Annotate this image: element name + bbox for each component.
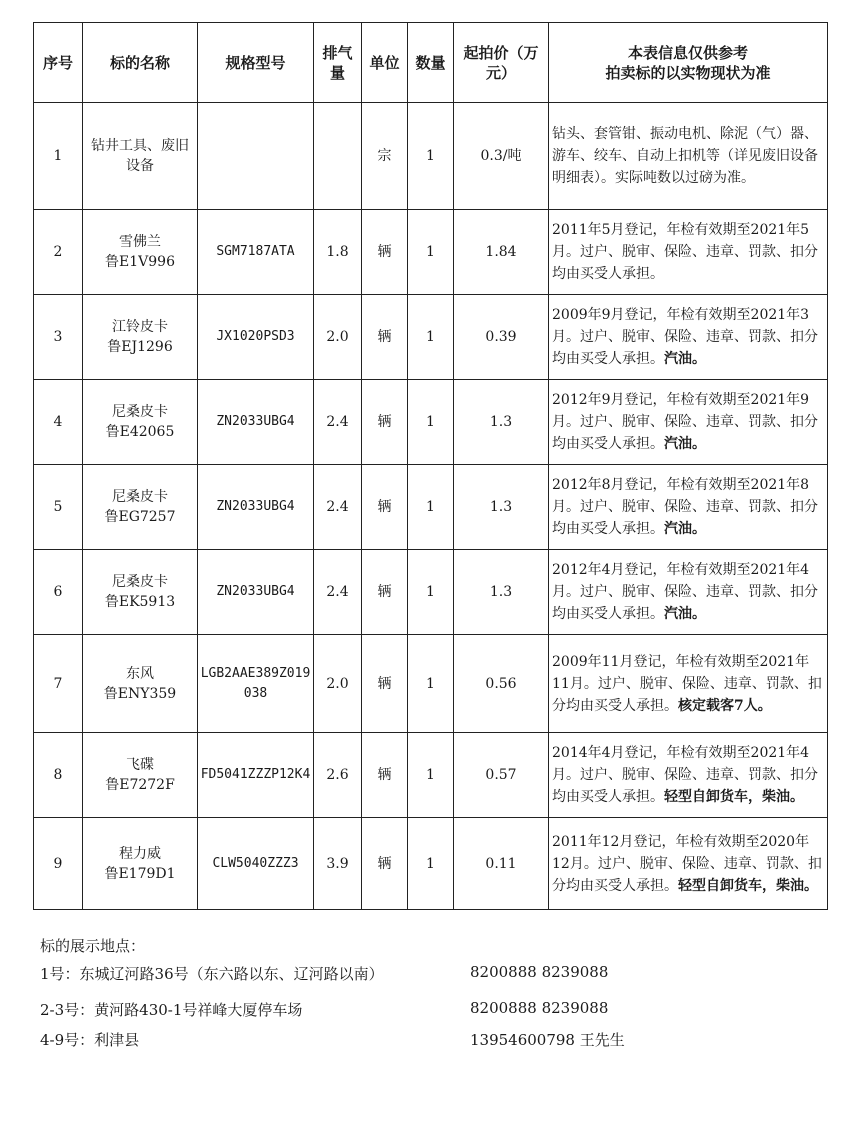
cell-name-line1: 尼桑皮卡	[112, 574, 168, 590]
cell-name	[83, 210, 198, 295]
cell-unit: 辆	[362, 465, 408, 550]
cell-model: CLW5040ZZZ3	[198, 818, 314, 910]
cell-name-line2: 鲁EJ1296	[107, 339, 173, 355]
cell-name-line2: 鲁E179D1	[104, 865, 176, 882]
cell-note-bold: 汽油。	[664, 351, 706, 367]
cell-seq: 4	[34, 380, 83, 465]
cell-unit: 辆	[362, 380, 408, 465]
location-row	[40, 999, 302, 1020]
location-row	[40, 1029, 139, 1050]
cell-price: 0.56	[454, 635, 549, 733]
cell-seq: 3	[34, 295, 83, 380]
table-row	[34, 103, 828, 210]
cell-displacement	[314, 103, 362, 210]
header-note-line2: 拍卖标的以实物现状为准	[605, 63, 771, 82]
cell-note	[549, 818, 828, 910]
cell-displacement: 2.4	[314, 380, 362, 465]
cell-name-line1: 东风	[126, 665, 154, 682]
header-qty: 数量	[408, 23, 454, 103]
cell-price: 0.3/吨	[454, 103, 549, 210]
cell-name	[83, 635, 198, 733]
header-price: 起拍价（万元）	[454, 23, 549, 103]
header-seq: 序号	[34, 23, 83, 103]
cell-name-line1: 尼桑皮卡	[112, 404, 168, 420]
cell-unit: 宗	[362, 103, 408, 210]
cell-seq: 1	[34, 103, 83, 210]
cell-name-line2: 设备	[126, 158, 154, 174]
location-phone: 13954600798 王先生	[470, 1031, 625, 1049]
cell-note	[549, 295, 828, 380]
cell-name	[83, 465, 198, 550]
cell-name-line2: 鲁ENY359	[103, 685, 177, 702]
cell-seq: 7	[34, 635, 83, 733]
cell-note-text: 2009年9月登记，年检有效期至2021年3月。过户、脱审、保险、违章、罚款、扣分均由买受人承担。	[552, 307, 818, 367]
cell-note	[549, 465, 828, 550]
cell-displacement: 3.9	[314, 818, 362, 910]
cell-name-line1: 钻井工具、废旧	[91, 138, 189, 154]
header-note-line1: 本表信息仅供参考	[627, 43, 748, 62]
cell-qty: 1	[408, 550, 454, 635]
cell-displacement: 2.6	[314, 733, 362, 818]
cell-model: ZN2033UBG4	[198, 380, 314, 465]
cell-name	[83, 295, 198, 380]
cell-note-text: 2011年12月登记，年检有效期至2020年12月。过户、脱审、保险、违章、罚款、扣分均由买受人承担。	[552, 833, 822, 894]
cell-model: ZN2033UBG4	[198, 465, 314, 550]
cell-price: 1.3	[454, 380, 549, 465]
table-row	[34, 210, 828, 295]
cell-seq: 8	[34, 733, 83, 818]
cell-price: 0.57	[454, 733, 549, 818]
cell-name-line1: 程力威	[119, 845, 161, 862]
cell-qty: 1	[408, 103, 454, 210]
cell-name	[83, 818, 198, 910]
location-label: 2-3号：黄河路430-1号祥峰大厦停车场	[40, 1001, 303, 1019]
header-displacement: 排气量	[314, 23, 362, 103]
cell-displacement: 2.4	[314, 550, 362, 635]
cell-unit: 辆	[362, 733, 408, 818]
cell-note-bold: 汽油。	[664, 606, 706, 622]
cell-name	[83, 103, 198, 210]
cell-note-text: 钻头、套管钳、振动电机、除泥（气）器、游车、绞车、自动上扣机等（详见废旧设备明细表）。实际吨数以过磅为准。	[552, 126, 818, 186]
table-header-row	[34, 23, 828, 103]
header-model: 规格型号	[198, 23, 314, 103]
cell-seq: 5	[34, 465, 83, 550]
location-label: 1号：东城辽河路36号（东六路以东、辽河路以南）	[40, 965, 384, 983]
location-row	[40, 963, 384, 984]
location-phone: 8200888 8239088	[470, 963, 609, 981]
cell-note-text: 2009年11月登记，年检有效期至2021年11月。过户、脱审、保险、违章、罚款、扣分均由买受人承担。	[552, 653, 822, 714]
cell-note-bold: 轻型自卸货车，柴油。	[678, 877, 818, 894]
cell-unit: 辆	[362, 635, 408, 733]
cell-displacement: 1.8	[314, 210, 362, 295]
cell-note	[549, 380, 828, 465]
cell-note-bold: 汽油。	[664, 436, 706, 452]
cell-note	[549, 210, 828, 295]
table-row	[34, 380, 828, 465]
cell-displacement: 2.0	[314, 295, 362, 380]
cell-name-line2: 鲁EK5913	[104, 594, 176, 610]
cell-name	[83, 550, 198, 635]
cell-model: SGM7187ATA	[198, 210, 314, 295]
cell-note-text: 2012年4月登记，年检有效期至2021年4月。过户、脱审、保险、违章、罚款、扣分均由买受人承担。	[552, 562, 818, 622]
cell-qty: 1	[408, 465, 454, 550]
cell-note-text: 2014年4月登记，年检有效期至2021年4月。过户、脱审、保险、违章、罚款、扣分均由买受人承担。	[552, 745, 818, 805]
cell-qty: 1	[408, 818, 454, 910]
auction-table	[33, 22, 828, 910]
cell-qty: 1	[408, 210, 454, 295]
cell-name-line2: 鲁E7272F	[105, 777, 175, 793]
cell-model: ZN2033UBG4	[198, 550, 314, 635]
cell-name	[83, 733, 198, 818]
cell-note	[549, 550, 828, 635]
cell-price: 1.84	[454, 210, 549, 295]
header-name: 标的名称	[83, 23, 198, 103]
cell-name-line1: 江铃皮卡	[112, 319, 168, 335]
table-row	[34, 733, 828, 818]
cell-qty: 1	[408, 635, 454, 733]
table-row	[34, 635, 828, 733]
cell-unit: 辆	[362, 818, 408, 910]
cell-name-line1: 飞碟	[126, 757, 154, 773]
locations-title: 标的展示地点：	[40, 937, 146, 955]
location-phone: 8200888 8239088	[470, 999, 609, 1017]
cell-name-line1: 雪佛兰	[119, 234, 161, 250]
table-row	[34, 295, 828, 380]
cell-note	[549, 635, 828, 733]
location-label: 4-9号：利津县	[40, 1031, 140, 1049]
cell-seq: 6	[34, 550, 83, 635]
cell-displacement: 2.4	[314, 465, 362, 550]
cell-unit: 辆	[362, 550, 408, 635]
cell-name	[83, 380, 198, 465]
cell-note	[549, 733, 828, 818]
cell-qty: 1	[408, 295, 454, 380]
cell-note-bold: 轻型自卸货车，柴油。	[664, 789, 804, 805]
header-unit: 单位	[362, 23, 408, 103]
cell-name-line2: 鲁EG7257	[104, 509, 176, 525]
cell-displacement: 2.0	[314, 635, 362, 733]
cell-price: 1.3	[454, 465, 549, 550]
table-row	[34, 818, 828, 910]
cell-model: FD5041ZZZP12K4	[198, 733, 314, 818]
cell-price: 0.11	[454, 818, 549, 910]
cell-seq: 2	[34, 210, 83, 295]
table-row	[34, 465, 828, 550]
cell-unit: 辆	[362, 295, 408, 380]
cell-model	[198, 103, 314, 210]
cell-name-line2: 鲁E42065	[105, 424, 175, 440]
cell-note-text: 2011年5月登记，年检有效期至2021年5月。过户、脱审、保险、违章、罚款、扣分均由买受人承担。	[552, 222, 818, 282]
cell-note	[549, 103, 828, 210]
cell-price: 0.39	[454, 295, 549, 380]
cell-note-bold: 核定载客7人。	[678, 697, 772, 714]
cell-name-line1: 尼桑皮卡	[112, 489, 168, 505]
cell-note-bold: 汽油。	[664, 521, 706, 537]
cell-qty: 1	[408, 380, 454, 465]
cell-note-text: 2012年9月登记，年检有效期至2021年9月。过户、脱审、保险、违章、罚款、扣分均由买受人承担。	[552, 392, 818, 452]
header-note	[549, 23, 828, 103]
cell-model: LGB2AAE389Z019038	[198, 635, 314, 733]
cell-unit: 辆	[362, 210, 408, 295]
cell-seq: 9	[34, 818, 83, 910]
cell-qty: 1	[408, 733, 454, 818]
cell-model: JX1020PSD3	[198, 295, 314, 380]
cell-price: 1.3	[454, 550, 549, 635]
cell-note-text: 2012年8月登记，年检有效期至2021年8月。过户、脱审、保险、违章、罚款、扣分均由买受人承担。	[552, 477, 818, 537]
cell-name-line2: 鲁E1V996	[105, 254, 175, 270]
table-row	[34, 550, 828, 635]
